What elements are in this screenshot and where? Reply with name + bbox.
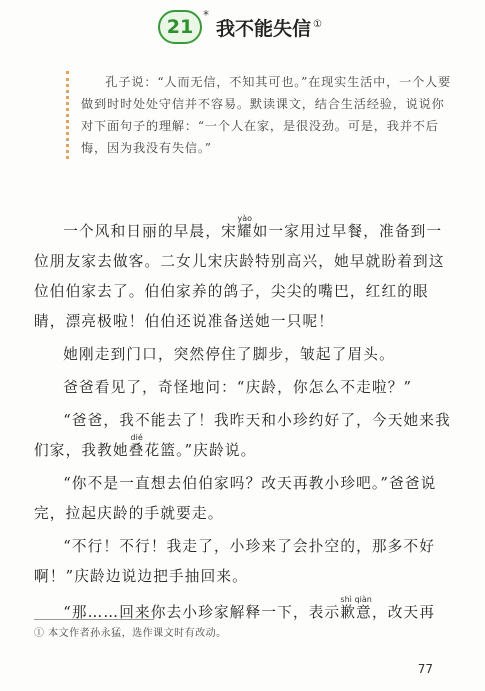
lesson-title-label: 我不能失信 — [216, 17, 312, 40]
paragraph-2: 她刚走到门口，突然停住了脚步，皱起了眉头。 — [63, 346, 395, 363]
story-text — [34, 214, 456, 631]
paragraph-3: 爸爸看见了，奇怪地问：“庆龄，你怎么不走啦？” — [63, 379, 413, 396]
paragraph-7-part-b: ，改天再 — [371, 604, 436, 621]
paragraph-5: “你不是一直想去伯伯家吗？改天再教小珍吧。”爸爸说完，拉起庆龄的手就要走。 — [34, 475, 437, 522]
paragraph-1-part-a: 一个风和日丽的早晨，宋 — [63, 223, 237, 240]
optional-star: * — [203, 8, 209, 22]
paragraph-4-part-b: 花篮。”庆龄说。 — [144, 442, 257, 459]
paragraph-4-part-a: “爸爸，我不能去了！我昨天和小珍约好了，今天她来我们家，我教她 — [34, 412, 451, 459]
title-footnote-mark: ① — [313, 19, 322, 31]
lesson-title-text — [216, 14, 322, 41]
pinyin-ruby-yao — [236, 214, 253, 240]
paragraph-4 — [34, 406, 456, 466]
paragraph-1-part-b: 如一家用过早餐，准备到一位朋友家去做客。二女儿宋庆龄特别高兴，她早就盼着到这位伯伯家去了。伯伯家养的鸽子，尖尖的嘴巴，红红的眼睛，漂亮极啦！伯伯还说准备送她一只呢！ — [34, 223, 445, 330]
lesson-title — [158, 10, 322, 44]
ruby-base: 歉意 — [340, 604, 372, 621]
paragraph-6: “不行！不行！我走了，小珍来了会扑空的，那多不好啊！”庆龄边说边把手抽回来。 — [34, 538, 436, 585]
ruby-pinyin: yào — [236, 214, 253, 223]
footnote: ① 本文作者孙永猛，选作课文时有改动。 — [34, 628, 227, 639]
ruby-pinyin: shì qiàn — [340, 595, 372, 604]
ruby-pinyin: dié — [128, 433, 145, 442]
lesson-number: 21 — [166, 16, 194, 38]
ruby-base: 耀 — [236, 223, 253, 240]
ruby-base: 叠 — [128, 442, 145, 459]
pinyin-ruby-die — [128, 433, 145, 459]
lesson-number-badge — [158, 8, 209, 44]
footnote-divider — [34, 619, 154, 620]
reading-prompt: 孔子说：“人而无信，不知其可也。”在现实生活中，一个人要做到时时处处守信并不容易。默读课文，结合生活经验，说说你对下面句子的理解：“一个人在家，是很没劲。可是，我并不后悔，因为我没有失信。” — [66, 71, 456, 159]
paragraph-1 — [34, 214, 456, 337]
pinyin-ruby-qianyi — [340, 595, 372, 621]
page-number: 77 — [417, 662, 433, 676]
paragraph-7-part-a: “那……回来你去小珍家解释一下，表示 — [63, 604, 341, 621]
